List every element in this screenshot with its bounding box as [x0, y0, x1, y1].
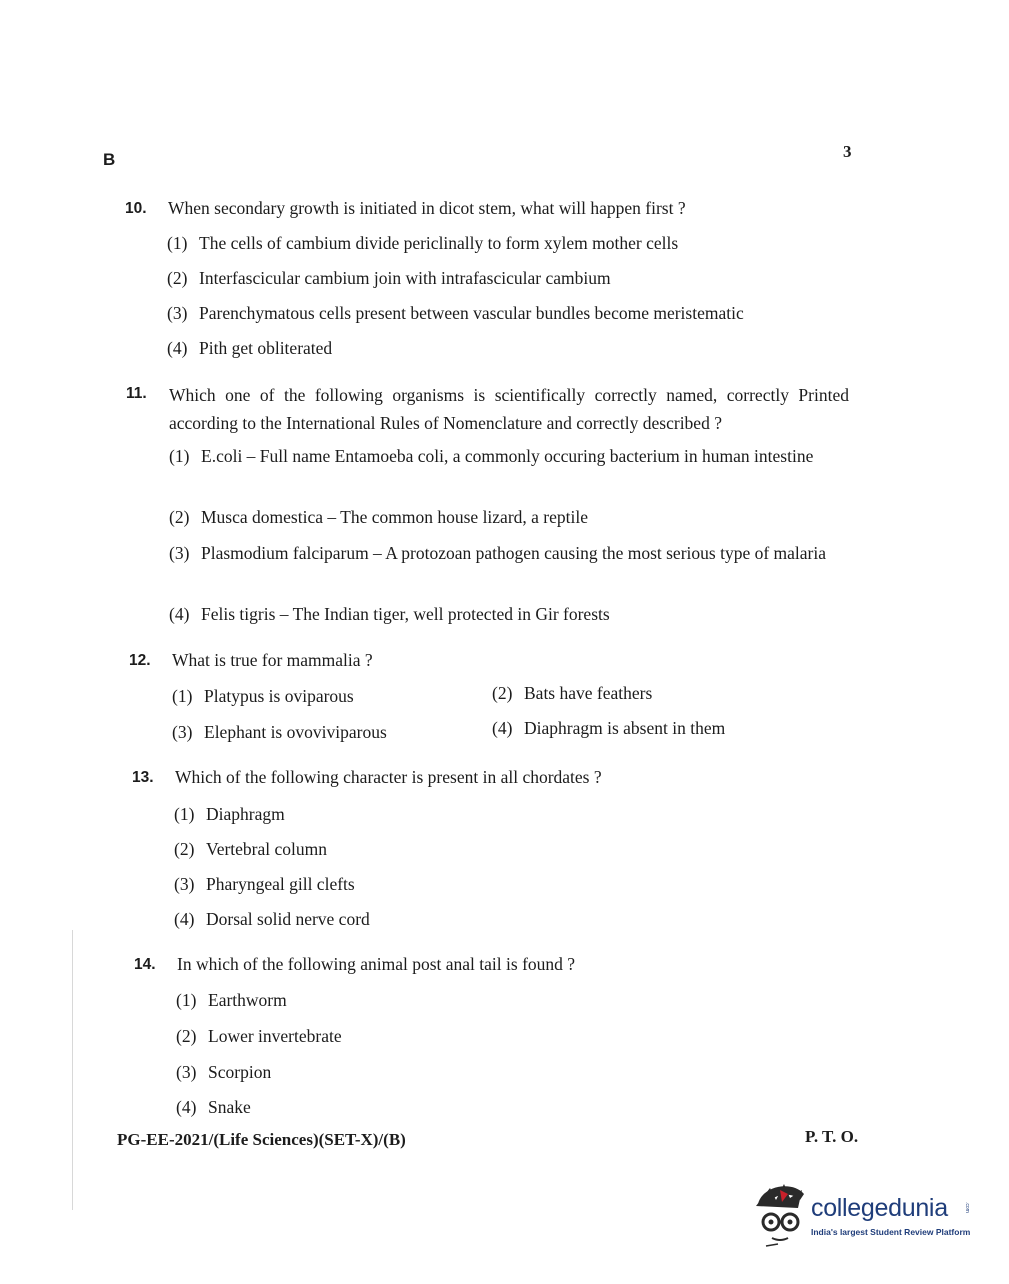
option-2 [176, 1024, 342, 1049]
question-text: Which of the following character is present in all chordates ? [175, 767, 602, 787]
page-number: 3 [843, 142, 852, 161]
option-text: Earthworm [208, 990, 287, 1010]
question-11 [126, 381, 851, 631]
option-2 [492, 681, 652, 706]
option-number: (2) [492, 683, 513, 703]
option-text: Lower invertebrate [208, 1026, 342, 1046]
option-number: (2) [176, 1026, 197, 1046]
option-text: Musca domestica – The common house lizard, a reptile [201, 507, 588, 527]
option-text: E.coli – Full name Entamoeba coli, a commonly occuring bacterium in human intestine [201, 446, 814, 466]
option-number: (1) [174, 804, 195, 824]
option-number: (2) [167, 268, 188, 288]
option-4 [169, 602, 610, 627]
option-number: (1) [172, 686, 193, 706]
scan-artifact-line [72, 930, 73, 1210]
option-1 [167, 231, 678, 256]
question-number: 13. [132, 769, 154, 786]
option-2 [174, 837, 327, 862]
option-text: Felis tigris – The Indian tiger, well protected in Gir forests [201, 604, 610, 624]
question-12 [129, 648, 769, 748]
question-number: 14. [134, 956, 156, 973]
logo-suffix: .com [964, 1202, 970, 1213]
collegedunia-watermark [752, 1180, 982, 1250]
option-1 [174, 802, 285, 827]
option-text: Platypus is oviparous [204, 686, 354, 706]
option-text: Diaphragm [206, 804, 285, 824]
question-text: Which one of the following organisms is scientifically correctly named, correctly Printed according to the International Rules of Nomenclature and correctly described ? [169, 385, 849, 433]
option-number: (4) [492, 718, 513, 738]
option-number: (4) [167, 338, 188, 358]
option-text: Snake [208, 1097, 251, 1117]
option-number: (3) [169, 543, 190, 563]
option-4 [174, 907, 370, 932]
option-number: (1) [176, 990, 197, 1010]
question-10 [125, 196, 825, 366]
option-4 [167, 336, 332, 361]
option-text: Elephant is ovoviviparous [204, 722, 387, 742]
option-number: (1) [167, 233, 188, 253]
option-number: (4) [169, 604, 190, 624]
option-text: Pith get obliterated [199, 338, 333, 358]
mascot-icon [752, 1180, 810, 1250]
option-text: Diaphragm is absent in them [524, 718, 726, 738]
set-letter: B [103, 150, 116, 169]
question-number: 11. [126, 385, 147, 402]
question-14 [134, 952, 734, 1122]
option-3 [167, 301, 744, 326]
question-text: In which of the following animal post anal tail is found ? [177, 954, 576, 974]
option-2 [167, 266, 611, 291]
option-number: (4) [174, 909, 195, 929]
option-number: (4) [176, 1097, 197, 1117]
option-1 [172, 684, 354, 709]
logo-brand: collegedunia [811, 1194, 948, 1222]
option-text: Vertebral column [206, 839, 327, 859]
option-text: Pharyngeal gill clefts [206, 874, 355, 894]
question-text: When secondary growth is initiated in dicot stem, what will happen first ? [168, 198, 686, 218]
option-number: (2) [169, 507, 190, 527]
option-1 [176, 988, 287, 1013]
option-3 [172, 720, 387, 745]
option-3 [176, 1060, 271, 1085]
pto-label: P. T. O. [805, 1127, 859, 1146]
option-number: (3) [172, 722, 193, 742]
option-text: Plasmodium falciparum – A protozoan pathogen causing the most serious type of malaria [201, 543, 827, 563]
option-text: The cells of cambium divide periclinally to form xylem mother cells [199, 233, 679, 253]
question-13 [132, 765, 732, 935]
question-number: 10. [125, 200, 147, 217]
option-3 [174, 872, 355, 897]
option-text: Interfascicular cambium join with intrafascicular cambium [199, 268, 611, 288]
option-number: (3) [167, 303, 188, 323]
option-number: (2) [174, 839, 195, 859]
option-number: (3) [174, 874, 195, 894]
paper-code: PG-EE-2021/(Life Sciences)(SET-X)/(B) [117, 1130, 406, 1149]
question-text: What is true for mammalia ? [172, 650, 373, 670]
option-text: Bats have feathers [524, 683, 653, 703]
option-number: (1) [169, 446, 190, 466]
option-text: Scorpion [208, 1062, 272, 1082]
option-number: (3) [176, 1062, 197, 1082]
option-text: Dorsal solid nerve cord [206, 909, 370, 929]
option-text: Parenchymatous cells present between vascular bundles become meristematic [199, 303, 744, 323]
logo-tagline: India's largest Student Review Platform [811, 1227, 971, 1237]
option-4 [176, 1095, 251, 1120]
option-4 [492, 716, 725, 741]
question-number: 12. [129, 652, 151, 669]
option-2 [169, 505, 588, 530]
